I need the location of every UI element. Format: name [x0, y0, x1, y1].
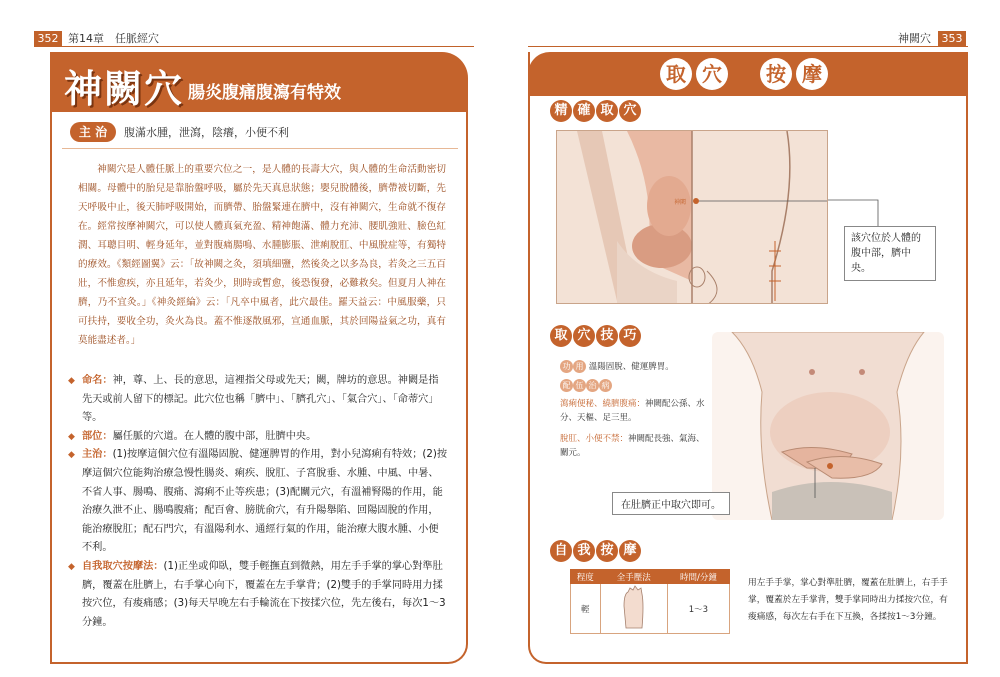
page-title: 神闕穴 [64, 66, 185, 111]
heading-char: 自 [550, 540, 572, 562]
banner-char: 按 [760, 58, 792, 90]
item-label: 主治： [82, 449, 113, 461]
section-heading-locate [550, 100, 641, 122]
item-label: 自我取穴按摩法： [82, 560, 164, 572]
tag-char: 配 [560, 379, 573, 392]
section-heading-technique [550, 325, 641, 347]
diamond-bullet-icon: ◆ [68, 431, 75, 442]
heading-char: 穴 [573, 325, 595, 347]
table-row [571, 584, 730, 634]
tag-char: 伍 [573, 379, 586, 392]
right-page-number: 353 [938, 31, 966, 46]
function-text: 溫陽固脫、健運脾胃。 [588, 362, 674, 372]
palm-press-icon [614, 584, 654, 630]
list-item-self-massage [68, 558, 448, 632]
combo-entry-2 [560, 432, 712, 460]
detail-list [68, 372, 448, 632]
tag-char: 治 [586, 379, 599, 392]
banner-char: 取 [660, 58, 692, 90]
item-label: 命名： [82, 375, 113, 386]
table-header: 時間/分鐘 [667, 570, 729, 584]
item-text: (1)按摩這個穴位有溫陽固脫、健運脾胃的作用，對小兒瀉痢有特效；(2)按摩這個穴位能夠治療急慢性腸炎、痢疾、脫肛、子宮脫垂、水腫、中風、中暑、不省人事、腸鳴、腹痛、瀉痢不止等疾患；(3)配關元穴，有溫補腎陽的作用，能治療久泄不止、腸鳴腹痛；配百會、膀胱俞穴，有升陽舉陷、回陽固脫的作用，能治療脫肛；配石門穴，有溫陽利水、通經行氣的作用，能治療大腹水腫、小便不利。 [82, 449, 448, 554]
diamond-bullet-icon: ◆ [68, 376, 75, 386]
tag-char: 用 [573, 360, 586, 373]
heading-char: 取 [550, 325, 572, 347]
massage-table [570, 569, 730, 634]
heading-char: 巧 [619, 325, 641, 347]
function-row [560, 360, 712, 374]
combo-text: 神闕配公孫、水分、天樞、足三里。 [560, 399, 705, 423]
main-treatment-label: 主 治 [70, 122, 116, 142]
heading-char: 取 [596, 100, 618, 122]
heading-char: 我 [573, 540, 595, 562]
acupoint-label: 神闕 [674, 199, 687, 206]
item-text: (1)正坐或仰臥，雙手輕撫直到微熱，用左手手掌的掌心對準肚臍，覆蓋在肚臍上，右手掌心向下，覆蓋在左手掌背；(2)雙手的手掌同時用力揉按穴位，有痠痛感；(3)每天早晚左右手輪流在下按揉穴位，先左後右，每次1～3分鐘。 [82, 560, 446, 628]
header-rule [34, 46, 474, 47]
diamond-bullet-icon: ◆ [68, 450, 75, 461]
page-number: 352 [34, 31, 62, 46]
heading-char: 精 [550, 100, 572, 122]
chapter-header: 第14章 任脈經穴 [68, 32, 159, 45]
combo-highlight: 瀉痢便秘、繞臍腹痛： [560, 399, 646, 409]
intro-quote: 神闕穴是人體任脈上的重要穴位之一，是人體的長壽大穴，與人體的生命活動密切相關。母體中的胎兒是靠胎盤呼吸，屬於先天真息狀態；嬰兒脫體後，臍帶被切斷，先天呼吸中止，後天肺呼吸開始，而臍帶、胎盤緊連在臍中，沒有神闕穴，生命就不復存在。經常按摩神闕穴，可以使人體真氣充盈、精神飽滿、體力充沛、腰肌強壯、臉色紅潤、耳聰目明、輕身延年，並對腹痛腸鳴、水腫膨脹、泄痢脫肛、中風脫症等，有獨特的療效。《類經圖翼》云：「故神闕之灸，須填細鹽，然後灸之以多為良，若灸之三五百壯，不惟愈疾，亦且延年，若灸少，則時或暫愈，後恐復發，必難救矣。但夏月人神在臍，乃不宜灸。」《神灸經綸》云：「凡卒中風者，此穴最佳。羅天益云：中風服藥，只可扶持，要收全功，灸火為良。蓋不惟逐散風邪，宣通血脈，其於回陽益氣之功，真有莫能盡述者。」 [78, 164, 446, 346]
section-heading-massage [550, 540, 641, 562]
banner-char: 穴 [696, 58, 728, 90]
page-subtitle: 腸炎腹痛腹瀉有特效 [188, 83, 341, 103]
table-header-row [571, 570, 730, 584]
combo-row [560, 379, 712, 393]
technique-callout: 在肚臍正中取穴即可。 [612, 492, 730, 515]
anatomy-figure-icon [557, 131, 828, 304]
item-label: 部位： [82, 430, 113, 442]
locate-callout: 該穴位於人體的腹中部，臍中央。 [844, 226, 936, 281]
banner-char: 摩 [796, 58, 828, 90]
diamond-bullet-icon: ◆ [68, 561, 75, 572]
massage-description: 用左手手掌，掌心對準肚臍，覆蓋在肚臍上，右手手掌，覆蓋於左手掌背，雙手掌同時出力揉按穴位，有痠痛感，每次左右手在下互換，各揉按1～3分鐘。 [748, 578, 948, 622]
right-header-rule [528, 46, 968, 47]
anatomy-illustration [556, 130, 828, 304]
table-header: 全手壓法 [600, 570, 667, 584]
item-text: 屬任脈的穴道。在人體的腹中部，肚臍中央。 [112, 430, 317, 442]
tag-char: 病 [599, 379, 612, 392]
combo-entry-1 [560, 397, 712, 425]
table-header: 程度 [571, 570, 601, 584]
heading-char: 技 [596, 325, 618, 347]
right-header-title: 神闕穴 [898, 32, 931, 45]
combo-text: 神闕配長強、氣海、關元。 [560, 434, 705, 458]
list-item-location [68, 428, 448, 447]
list-item-indications [68, 446, 448, 558]
heading-char: 摩 [619, 540, 641, 562]
heading-char: 確 [573, 100, 595, 122]
item-text: 神，尊、上、長的意思，這裡指父母或先天；闕，牌坊的意思。神闕是指先天或前人留下的標記。此穴位也稱「臍中」、「臍孔穴」、「氣合穴」、「命蒂穴」等。 [82, 375, 439, 424]
table-cell: 輕 [571, 584, 601, 634]
tag-char: 功 [560, 360, 573, 373]
table-cell [600, 584, 667, 634]
list-item-naming [68, 372, 448, 428]
technique-connector [740, 468, 820, 498]
banner-title [660, 58, 828, 90]
divider [62, 148, 458, 149]
callout-connector [828, 199, 888, 229]
main-treatment-text: 腹滿水腫，泄瀉，陰癢，小便不利 [124, 126, 289, 139]
combo-highlight: 脫肛、小便不禁： [560, 434, 629, 444]
heading-char: 按 [596, 540, 618, 562]
heading-char: 穴 [619, 100, 641, 122]
table-cell: 1～3 [667, 584, 729, 634]
